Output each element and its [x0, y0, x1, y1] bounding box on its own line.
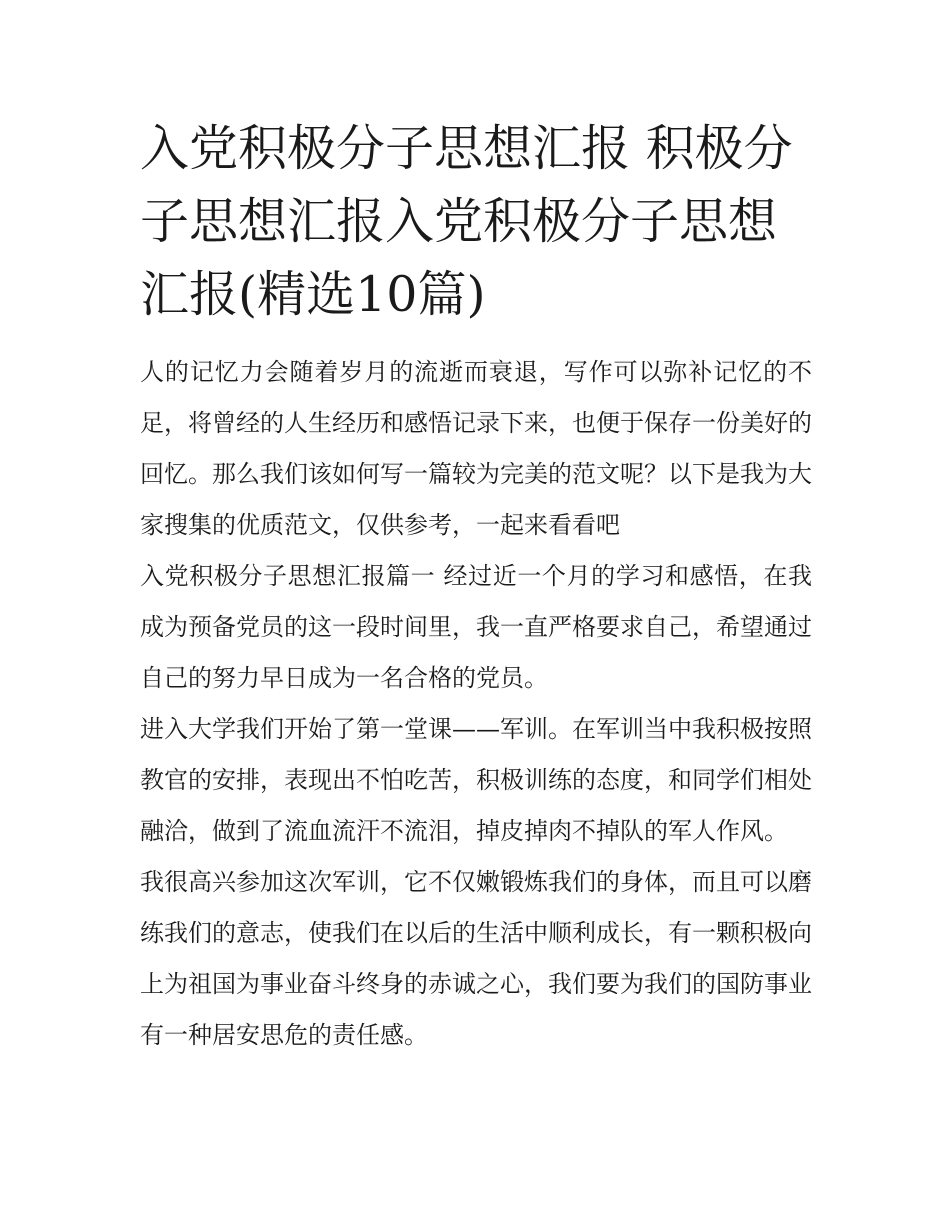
paragraph-training-reflection: 我很高兴参加这次军训，它不仅嫩锻炼我们的身体，而且可以磨练我们的意志，使我们在以后的生活中顺利成长，有一颗积极向上为祖国为事业奋斗终身的赤诚之心，我们要为我们的国防事业有一种居安思危的责任感。 — [140, 868, 812, 1049]
paragraph-section-one: 入党积极分子思想汇报篇一 经过近一个月的学习和感悟，在我成为预备党员的这一段时间里，我一直严格要求自己，希望通过自己的努力早日成为一名合格的党员。 — [140, 562, 812, 692]
document-body — [140, 112, 812, 1061]
document-title: 入党积极分子思想汇报 积极分子思想汇报入党积极分子思想汇报(精选10篇) — [140, 120, 793, 323]
paragraph-intro: 人的记忆力会随着岁月的流逝而衰退，写作可以弥补记忆的不足，将曾经的人生经历和感悟记录下来，也便于保存一份美好的回忆。那么我们该如何写一篇较为完美的范文呢？以下是我为大家搜集的优质范文，仅供参考，一起来看看吧 — [140, 358, 812, 539]
paragraph-military-training: 进入大学我们开始了第一堂课——军训。在军训当中我积极按照教官的安排，表现出不怕吃苦，积极训练的态度，和同学们相处融洽，做到了流血流汗不流泪，掉皮掉肉不掉队的军人作风。 — [140, 715, 812, 845]
